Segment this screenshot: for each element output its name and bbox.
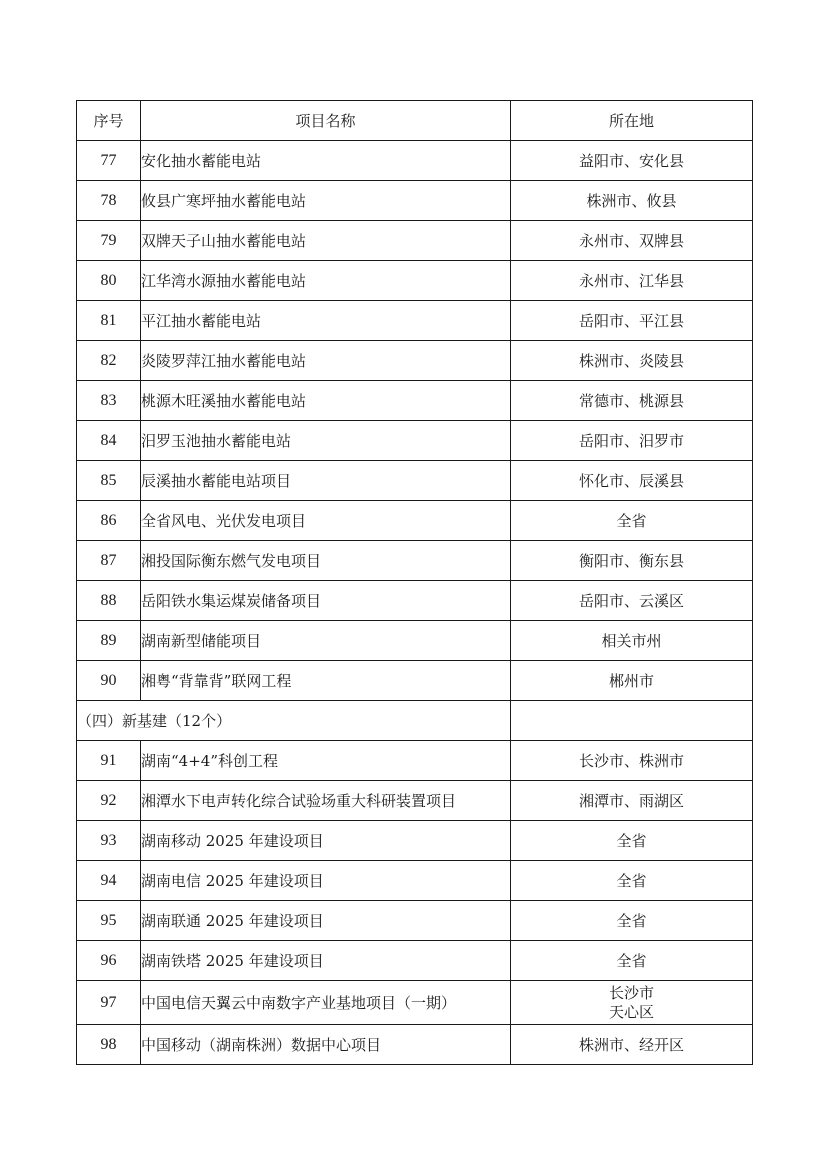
row-no: 87 — [77, 541, 141, 581]
section-empty-cell — [511, 701, 753, 741]
table-row — [77, 941, 753, 981]
row-no: 80 — [77, 261, 141, 301]
table-row — [77, 301, 753, 341]
header-location: 所在地 — [511, 101, 753, 141]
row-location: 益阳市、安化县 — [511, 141, 753, 181]
row-no: 86 — [77, 501, 141, 541]
row-name: 江华湾水源抽水蓄能电站 — [141, 261, 511, 301]
row-name: 湖南“4+4”科创工程 — [141, 741, 511, 781]
row-name: 攸县广寒坪抽水蓄能电站 — [141, 181, 511, 221]
table-row — [77, 501, 753, 541]
row-location: 全省 — [511, 821, 753, 861]
row-location: 株洲市、炎陵县 — [511, 341, 753, 381]
row-no: 94 — [77, 861, 141, 901]
row-location: 长沙市、株洲市 — [511, 741, 753, 781]
row-name: 辰溪抽水蓄能电站项目 — [141, 461, 511, 501]
row-location: 株洲市、攸县 — [511, 181, 753, 221]
row-no: 83 — [77, 381, 141, 421]
row-name: 岳阳铁水集运煤炭储备项目 — [141, 581, 511, 621]
row-location: 株洲市、经开区 — [511, 1025, 753, 1065]
row-no: 84 — [77, 421, 141, 461]
row-no: 96 — [77, 941, 141, 981]
row-location: 衡阳市、衡东县 — [511, 541, 753, 581]
row-no: 77 — [77, 141, 141, 181]
table-row — [77, 581, 753, 621]
row-no: 91 — [77, 741, 141, 781]
table-row — [77, 221, 753, 261]
row-name: 湘潭水下电声转化综合试验场重大科研装置项目 — [141, 781, 511, 821]
table-row — [77, 781, 753, 821]
table-row — [77, 381, 753, 421]
row-no: 79 — [77, 221, 141, 261]
row-location: 湘潭市、雨湖区 — [511, 781, 753, 821]
table-row — [77, 821, 753, 861]
header-no: 序号 — [77, 101, 141, 141]
row-location: 永州市、双牌县 — [511, 221, 753, 261]
row-location — [511, 981, 753, 1025]
header-name: 项目名称 — [141, 101, 511, 141]
row-name: 湘粤“背靠背”联网工程 — [141, 661, 511, 701]
row-no: 92 — [77, 781, 141, 821]
row-location: 相关市州 — [511, 621, 753, 661]
row-location: 全省 — [511, 941, 753, 981]
row-name: 炎陵罗萍江抽水蓄能电站 — [141, 341, 511, 381]
row-no: 88 — [77, 581, 141, 621]
row-no: 85 — [77, 461, 141, 501]
table-row — [77, 421, 753, 461]
row-no: 95 — [77, 901, 141, 941]
row-name: 湖南联通 2025 年建设项目 — [141, 901, 511, 941]
table-row — [77, 341, 753, 381]
row-no: 81 — [77, 301, 141, 341]
row-no: 89 — [77, 621, 141, 661]
row-no: 82 — [77, 341, 141, 381]
row-no: 97 — [77, 981, 141, 1025]
row-name: 湘投国际衡东燃气发电项目 — [141, 541, 511, 581]
row-name: 中国电信天翼云中南数字产业基地项目（一期） — [141, 981, 511, 1025]
table-row — [77, 181, 753, 221]
table-row — [77, 141, 753, 181]
table-row — [77, 741, 753, 781]
row-location: 永州市、江华县 — [511, 261, 753, 301]
section-row — [77, 701, 753, 741]
row-name: 湖南铁塔 2025 年建设项目 — [141, 941, 511, 981]
table-row — [77, 901, 753, 941]
row-location: 常德市、桃源县 — [511, 381, 753, 421]
row-location: 怀化市、辰溪县 — [511, 461, 753, 501]
row-location: 全省 — [511, 901, 753, 941]
table-header-row — [77, 101, 753, 141]
table-row — [77, 261, 753, 301]
row-name: 桃源木旺溪抽水蓄能电站 — [141, 381, 511, 421]
row-location: 岳阳市、云溪区 — [511, 581, 753, 621]
row-location: 岳阳市、汨罗市 — [511, 421, 753, 461]
row-name: 全省风电、光伏发电项目 — [141, 501, 511, 541]
table-row — [77, 861, 753, 901]
row-location: 郴州市 — [511, 661, 753, 701]
section-title: （四）新基建（12个） — [77, 701, 511, 741]
table-row — [77, 1025, 753, 1065]
row-name: 平江抽水蓄能电站 — [141, 301, 511, 341]
row-no: 98 — [77, 1025, 141, 1065]
row-location-line1: 长沙市 — [608, 983, 654, 1002]
row-no: 93 — [77, 821, 141, 861]
row-name: 湖南电信 2025 年建设项目 — [141, 861, 511, 901]
row-location: 全省 — [511, 861, 753, 901]
row-name: 安化抽水蓄能电站 — [141, 141, 511, 181]
row-name: 汨罗玉池抽水蓄能电站 — [141, 421, 511, 461]
row-location-line2: 天心区 — [608, 1002, 654, 1021]
row-name: 湖南新型储能项目 — [141, 621, 511, 661]
row-name: 中国移动（湖南株洲）数据中心项目 — [141, 1025, 511, 1065]
table-row — [77, 461, 753, 501]
table-row — [77, 661, 753, 701]
row-location: 全省 — [511, 501, 753, 541]
row-no: 90 — [77, 661, 141, 701]
table-row — [77, 541, 753, 581]
project-table — [76, 100, 753, 1065]
table-row — [77, 621, 753, 661]
row-name: 双牌天子山抽水蓄能电站 — [141, 221, 511, 261]
row-location: 岳阳市、平江县 — [511, 301, 753, 341]
row-no: 78 — [77, 181, 141, 221]
table-row — [77, 981, 753, 1025]
row-name: 湖南移动 2025 年建设项目 — [141, 821, 511, 861]
